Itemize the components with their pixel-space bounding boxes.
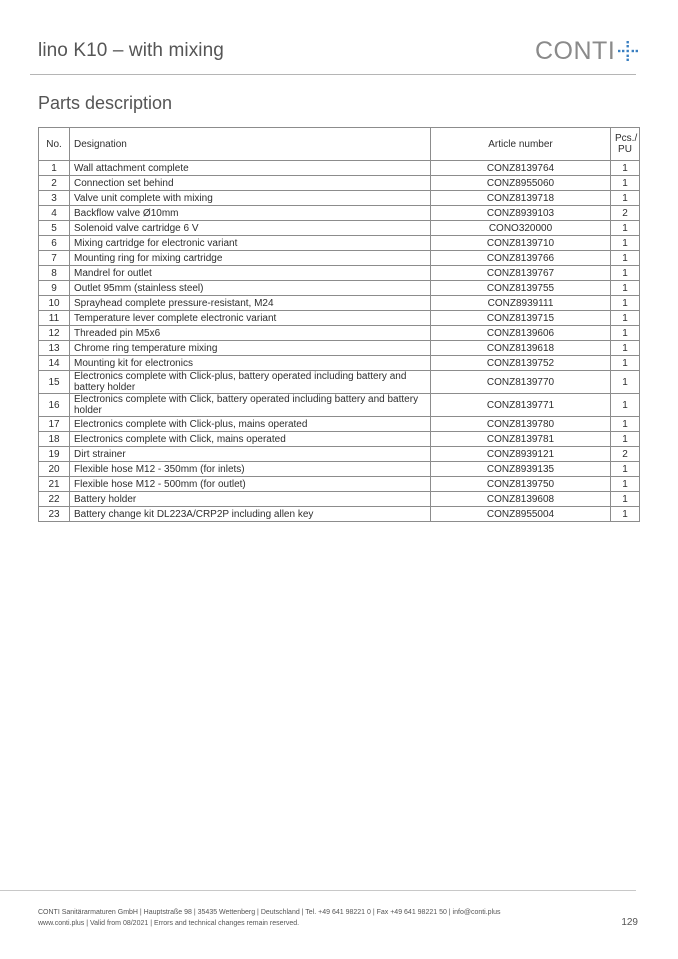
section-title: Parts description	[38, 93, 173, 113]
cell-designation: Mounting ring for mixing cartridge	[70, 251, 431, 266]
cell-no: 11	[39, 311, 70, 326]
cell-article-number: CONZ8139767	[431, 266, 611, 281]
header-pcs-pu	[611, 128, 640, 161]
cell-article-number: CONZ8139766	[431, 251, 611, 266]
cell-article-number: CONZ8139718	[431, 191, 611, 206]
cell-designation: Chrome ring temperature mixing	[70, 341, 431, 356]
cell-designation: Electronics complete with Click, mains operated	[70, 432, 431, 447]
table-row	[39, 432, 640, 447]
table-row	[39, 206, 640, 221]
header-pcs-line2: PU	[618, 144, 632, 155]
cell-article-number: CONZ8939121	[431, 447, 611, 462]
table-row	[39, 326, 640, 341]
cell-no: 3	[39, 191, 70, 206]
cell-article-number: CONZ8139710	[431, 236, 611, 251]
cell-designation: Electronics complete with Click, battery operated including battery and battery holder	[70, 394, 431, 417]
cell-designation: Battery change kit DL223A/CRP2P including allen key	[70, 507, 431, 522]
cell-no: 8	[39, 266, 70, 281]
table-row	[39, 161, 640, 176]
cell-pcs: 1	[611, 432, 640, 447]
cell-article-number: CONZ8939111	[431, 296, 611, 311]
table-row	[39, 236, 640, 251]
cell-pcs: 1	[611, 394, 640, 417]
cell-article-number: CONZ8139781	[431, 432, 611, 447]
table-row	[39, 492, 640, 507]
conti-logo	[535, 36, 639, 66]
cell-no: 18	[39, 432, 70, 447]
cell-pcs: 1	[611, 221, 640, 236]
cell-no: 14	[39, 356, 70, 371]
cell-pcs: 1	[611, 371, 640, 394]
cell-article-number: CONZ8139755	[431, 281, 611, 296]
cell-no: 2	[39, 176, 70, 191]
cell-pcs: 1	[611, 251, 640, 266]
table-row	[39, 221, 640, 236]
cell-no: 17	[39, 417, 70, 432]
cell-designation: Electronics complete with Click-plus, mains operated	[70, 417, 431, 432]
cell-pcs: 1	[611, 296, 640, 311]
table-row	[39, 394, 640, 417]
cell-no: 4	[39, 206, 70, 221]
table-row	[39, 356, 640, 371]
table-row	[39, 477, 640, 492]
table-row	[39, 417, 640, 432]
table-row	[39, 341, 640, 356]
cell-article-number: CONZ8139752	[431, 356, 611, 371]
cell-pcs: 2	[611, 447, 640, 462]
cell-pcs: 1	[611, 311, 640, 326]
table-row	[39, 296, 640, 311]
footer-validity-line: www.conti.plus | Valid from 08/2021 | Errors and technical changes remain reserved.	[38, 920, 300, 927]
cell-article-number: CONZ8939135	[431, 462, 611, 477]
table-row	[39, 371, 640, 394]
cell-pcs: 1	[611, 161, 640, 176]
cell-article-number: CONZ8139750	[431, 477, 611, 492]
page-number: 129	[621, 917, 638, 928]
cell-designation: Mixing cartridge for electronic variant	[70, 236, 431, 251]
cell-pcs: 1	[611, 477, 640, 492]
cell-designation: Flexible hose M12 - 350mm (for inlets)	[70, 462, 431, 477]
cell-designation: Dirt strainer	[70, 447, 431, 462]
table-row	[39, 311, 640, 326]
logo-text: CONTI	[535, 36, 616, 65]
cell-pcs: 1	[611, 266, 640, 281]
cell-article-number: CONZ8139715	[431, 311, 611, 326]
cell-pcs: 1	[611, 281, 640, 296]
table-row	[39, 447, 640, 462]
cell-article-number: CONZ8139780	[431, 417, 611, 432]
cell-pcs: 1	[611, 492, 640, 507]
cell-designation: Connection set behind	[70, 176, 431, 191]
cell-no: 21	[39, 477, 70, 492]
cell-article-number: CONZ8139606	[431, 326, 611, 341]
cell-designation: Battery holder	[70, 492, 431, 507]
cell-pcs: 1	[611, 417, 640, 432]
cell-article-number: CONZ8139618	[431, 341, 611, 356]
cell-article-number: CONO320000	[431, 221, 611, 236]
cell-article-number: CONZ8139771	[431, 394, 611, 417]
cell-no: 22	[39, 492, 70, 507]
cell-designation: Sprayhead complete pressure-resistant, M24	[70, 296, 431, 311]
cell-no: 1	[39, 161, 70, 176]
cell-pcs: 1	[611, 356, 640, 371]
footer-company-line: CONTI Sanitärarmaturen GmbH | Hauptstraße 98 | 35435 Wettenberg | Deutschland | Tel. +49 641 98221 0 | Fax +49 641 98221 50 | info@conti.plus	[38, 909, 501, 916]
cell-designation: Flexible hose M12 - 500mm (for outlet)	[70, 477, 431, 492]
conti-plus-icon	[617, 40, 639, 62]
cell-no: 10	[39, 296, 70, 311]
cell-no: 15	[39, 371, 70, 394]
header-designation: Designation	[70, 128, 431, 161]
cell-pcs: 2	[611, 206, 640, 221]
cell-no: 12	[39, 326, 70, 341]
cell-no: 20	[39, 462, 70, 477]
cell-article-number: CONZ8139770	[431, 371, 611, 394]
cell-designation: Solenoid valve cartridge 6 V	[70, 221, 431, 236]
cell-designation: Backflow valve Ø10mm	[70, 206, 431, 221]
cell-article-number: CONZ8939103	[431, 206, 611, 221]
cell-designation: Valve unit complete with mixing	[70, 191, 431, 206]
footer	[38, 907, 501, 929]
document-title: lino K10 – with mixing	[38, 40, 224, 61]
cell-no: 19	[39, 447, 70, 462]
table-row	[39, 281, 640, 296]
cell-pcs: 1	[611, 191, 640, 206]
cell-pcs: 1	[611, 236, 640, 251]
cell-no: 9	[39, 281, 70, 296]
header-no: No.	[39, 128, 70, 161]
parts-table	[38, 127, 640, 522]
header-article-number: Article number	[431, 128, 611, 161]
cell-designation: Mandrel for outlet	[70, 266, 431, 281]
cell-article-number: CONZ8139608	[431, 492, 611, 507]
table-row	[39, 507, 640, 522]
cell-pcs: 1	[611, 341, 640, 356]
table-row	[39, 266, 640, 281]
cell-designation: Wall attachment complete	[70, 161, 431, 176]
table-row	[39, 191, 640, 206]
header-divider	[30, 74, 636, 75]
cell-designation: Temperature lever complete electronic variant	[70, 311, 431, 326]
cell-no: 16	[39, 394, 70, 417]
table-row	[39, 251, 640, 266]
cell-no: 7	[39, 251, 70, 266]
cell-article-number: CONZ8955004	[431, 507, 611, 522]
table-row	[39, 176, 640, 191]
table-row	[39, 462, 640, 477]
cell-designation: Electronics complete with Click-plus, battery operated including battery and battery holder	[70, 371, 431, 394]
cell-article-number: CONZ8139764	[431, 161, 611, 176]
cell-pcs: 1	[611, 507, 640, 522]
cell-pcs: 1	[611, 326, 640, 341]
table-header-row	[39, 128, 640, 161]
cell-no: 6	[39, 236, 70, 251]
header-pcs-line1: Pcs./	[615, 133, 638, 144]
footer-divider	[0, 890, 636, 891]
cell-no: 13	[39, 341, 70, 356]
cell-designation: Mounting kit for electronics	[70, 356, 431, 371]
cell-pcs: 1	[611, 176, 640, 191]
cell-no: 23	[39, 507, 70, 522]
cell-no: 5	[39, 221, 70, 236]
cell-article-number: CONZ8955060	[431, 176, 611, 191]
cell-designation: Outlet 95mm (stainless steel)	[70, 281, 431, 296]
cell-pcs: 1	[611, 462, 640, 477]
cell-designation: Threaded pin M5x6	[70, 326, 431, 341]
